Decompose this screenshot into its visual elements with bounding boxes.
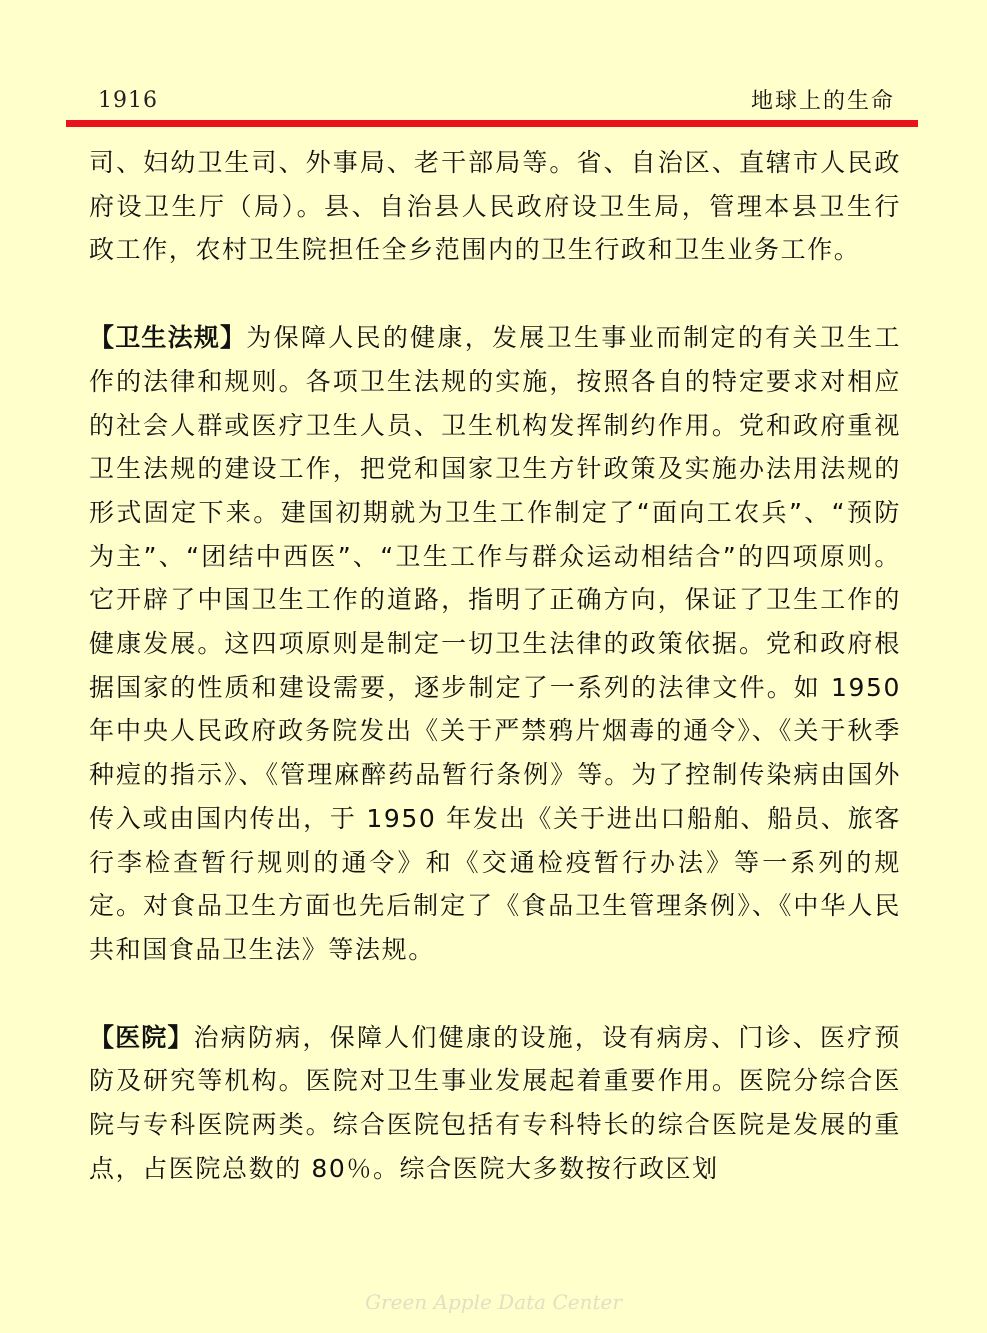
watermark: Green Apple Data Center [365, 1290, 622, 1314]
entry-text: 为保障人民的健康，发展卫生事业而制定的有关卫生工作的法律和规则。各项卫生法规的实施，按照各自的特定要求对相应的社会人群或医疗卫生人员、卫生机构发挥制约作用。党和政府重视卫生法规的建设工作，把党和国家卫生方针政策及实施办法用法规的形式固定下来。建国初期就为卫生工作制定了“面向工农兵”、“预防为主”、“团结中西医”、“卫生工作与群众运动相结合”的四项原则。它开辟了中国卫生工作的道路，指明了正确方向，保证了卫生工作的健康发展。这四项原则是制定一切卫生法律的政策依据。党和政府根据国家的性质和建设需要，逐步制定了一系列的法律文件。如 1950 年中央人民政府政务院发出《关于严禁鸦片烟毒的通令》、《关于秋季种痘的指示》、《管理麻醉药品暂行条例》等。为了控制传染病由国外传入或由国内传出，于 1950 年发出《关于进出口船舶、船员、旅客行李检查暂行规则的通令》和《交通检疫暂行办法》等一系列的规定。对食品卫生方面也先后制定了《食品卫生管理条例》、《中华人民共和国食品卫生法》等法规。 [89, 323, 901, 964]
entry-health-regulations [89, 316, 901, 972]
body-text [89, 141, 901, 1190]
entry-text: 治病防病，保障人们健康的设施，设有病房、门诊、医疗预防及研究等机构。医院对卫生事业发展起着重要作用。医院分综合医院与专科医院两类。综合医院包括有专科特长的综合医院是发展的重点，占医院总数的 80％。综合医院大多数按行政区划 [89, 1022, 901, 1183]
entry-term: 【医院】 [89, 1022, 194, 1052]
page-number: 1916 [98, 88, 158, 113]
header-rule [66, 120, 918, 127]
entry-hospital [89, 1016, 901, 1191]
entry-term: 【卫生法规】 [89, 323, 247, 353]
continuation-paragraph: 司、妇幼卫生司、外事局、老干部局等。省、自治区、直辖市人民政府设卫生厅（局）。县、自治县人民政府设卫生局，管理本县卫生行政工作，农村卫生院担任全乡范围内的卫生行政和卫生业务工作。 [89, 148, 901, 265]
running-title: 地球上的生命 [750, 89, 895, 114]
